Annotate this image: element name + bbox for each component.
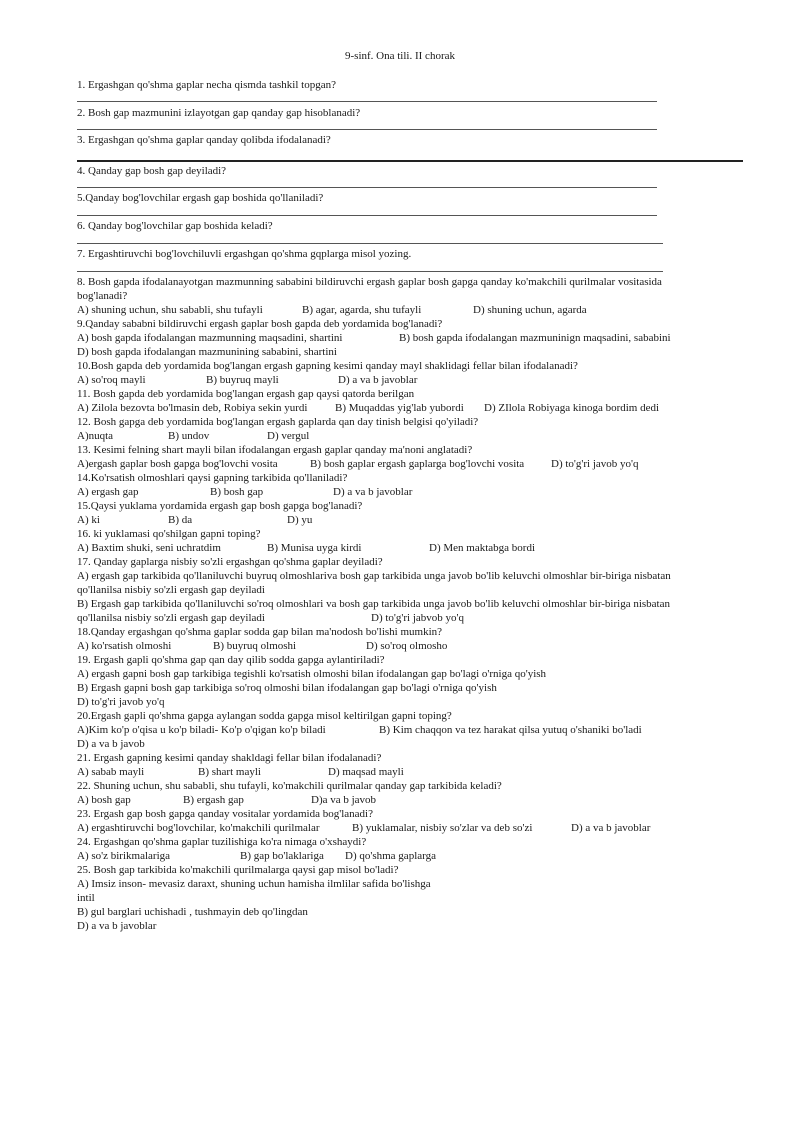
option-a-cont: intil bbox=[77, 892, 95, 904]
option-a: A) bosh gap bbox=[77, 794, 131, 806]
option-d: D) so'roq olmosho bbox=[366, 640, 448, 652]
option-d: D) Men maktabga bordi bbox=[429, 542, 535, 554]
option-b: B) bosh gaplar ergash gaplarga bog'lovchi vosita bbox=[310, 458, 525, 470]
option-a: A) ki bbox=[77, 514, 100, 526]
question-18: 18.Qanday ergashgan qo'shma gaplar sodda gap bilan ma'nodosh bo'lishi mumkin? bbox=[77, 626, 443, 638]
option-a: A) Imsiz inson- mevasiz daraxt, shuning uchun hamisha ilmlilar safida bo'lishga bbox=[77, 878, 431, 890]
option-d: D) bosh gapda ifodalangan mazmunining sababini, shartini bbox=[77, 346, 337, 358]
option-b: B) Munisa uyga kirdi bbox=[267, 542, 362, 554]
option-a: A) Zilola bezovta bo'lmasin deb, Robiya sekin yurdi bbox=[77, 402, 308, 414]
option-d: D) ZIlola Robiyaga kinoga bordim dedi bbox=[484, 402, 660, 414]
question-13: 13. Kesimi felning shart mayli bilan ifodalangan ergash gaplar qanday ma'noni anglatadi? bbox=[77, 444, 473, 456]
question-19: 19. Ergash gapli qo'shma gap qan day qilib sodda gapga aylantiriladi? bbox=[77, 654, 385, 666]
option-b: B) buyruq mayli bbox=[206, 374, 279, 386]
question-14: 14.Ko'rsatish olmoshlari qaysi gapning tarkibida qo'llaniladi? bbox=[77, 472, 348, 484]
option-a-cont: qo'llanilsa nisbiy so'zli ergash gap deyiladi bbox=[77, 584, 265, 596]
question-4: 4. Qanday gap bosh gap deyiladi? bbox=[77, 165, 227, 177]
question-2: 2. Bosh gap mazmunini izlayotgan gap qanday gap hisoblanadi? bbox=[77, 107, 361, 119]
option-b: B) Kim chaqqon va tez harakat qilsa yutuq o'shaniki bo'ladi bbox=[379, 724, 642, 736]
question-25: 25. Bosh gap tarkibida ko'makchili qurilmalarga qaysi gap misol bo'ladi? bbox=[77, 864, 399, 876]
option-a: A)Kim ko'p o'qisa u ko'p biladi- Ko'p o'qigan ko'p biladi bbox=[77, 724, 326, 736]
option-a: A) bosh gapda ifodalangan mazmunning maqsadini, shartini bbox=[77, 332, 343, 344]
option-b: B) buyruq olmoshi bbox=[213, 640, 297, 652]
option-b: B) gul barglari uchishadi , tushmayin deb qo'lingdan bbox=[77, 906, 308, 918]
option-b: B) shart mayli bbox=[198, 766, 261, 778]
question-7: 7. Ergashtiruvchi bog'lovchiluvli ergashgan qo'shma gqplarga misol yozing. bbox=[77, 248, 412, 260]
option-d: D) yu bbox=[287, 514, 313, 526]
option-b: B) agar, agarda, shu tufayli bbox=[302, 304, 422, 316]
option-b: B) Ergash gapni bosh gap tarkibiga so'roq olmoshi bilan ifodalangan gap bo'lagi o'rniga qo'yish bbox=[77, 682, 497, 694]
option-b-cont: qo'llanilsa nisbiy so'zli ergash gap deyiladi bbox=[77, 612, 265, 624]
question-22: 22. Shuning uchun, shu sababli, shu tufayli, ko'makchili qurilmalar qanday gap tarkibida keladi? bbox=[77, 780, 502, 792]
option-a: A)ergash gaplar bosh gapga bog'lovchi vosita bbox=[77, 458, 278, 470]
answer-line-2 bbox=[77, 129, 657, 130]
question-21: 21. Ergash gapning kesimi qanday shakldagi fellar bilan ifodalanadi? bbox=[77, 752, 382, 764]
answer-line-7 bbox=[77, 271, 663, 272]
option-d: D) qo'shma gaplarga bbox=[345, 850, 436, 862]
option-d: D) shuning uchun, agarda bbox=[473, 304, 587, 316]
option-d: D) maqsad mayli bbox=[328, 766, 404, 778]
question-17: 17. Qanday gaplarga nisbiy so'zli ergashgan qo'shma gaplar deyiladi? bbox=[77, 556, 383, 568]
option-a: A) so'roq mayli bbox=[77, 374, 146, 386]
question-1: 1. Ergashgan qo'shma gaplar necha qismda tashkil topgan? bbox=[77, 79, 336, 91]
option-b: B) bosh gapda ifodalangan mazmuninign maqsadini, sababini bbox=[399, 332, 671, 344]
question-24: 24. Ergashgan qo'shma gaplar tuzilishiga ko'ra nimaga o'xshaydi? bbox=[77, 836, 367, 848]
option-a: A) ergash gap bbox=[77, 486, 139, 498]
section-divider bbox=[77, 160, 743, 162]
option-a: A) Baxtim shuki, seni uchratdim bbox=[77, 542, 221, 554]
option-d: D) to'g'ri javob yo'q bbox=[551, 458, 639, 470]
option-a: A) shuning uchun, shu sababli, shu tufayli bbox=[77, 304, 263, 316]
option-b: B) da bbox=[168, 514, 193, 526]
question-23: 23. Ergash gap bosh gapga qanday vositalar yordamida bog'lanadi? bbox=[77, 808, 373, 820]
question-20: 20.Ergash gapli qo'shma gapga aylangan sodda gapga misol keltirilgan gapni toping? bbox=[77, 710, 452, 722]
answer-line-4 bbox=[77, 187, 657, 188]
question-6: 6. Qanday bog'lovchilar gap boshida keladi? bbox=[77, 220, 273, 232]
option-a: A) ergashtiruvchi bog'lovchilar, ko'makchili qurilmalar bbox=[77, 822, 320, 834]
option-a: A) so'z birikmalariga bbox=[77, 850, 171, 862]
option-d: D) a va b javoblar bbox=[333, 486, 413, 498]
option-d: D) a va b javoblar bbox=[77, 920, 157, 932]
question-12: 12. Bosh gapga deb yordamida bog'langan ergash gaplarda qan day tinish belgisi qo'yiladi? bbox=[77, 416, 479, 428]
option-a: A) ko'rsatish olmoshi bbox=[77, 640, 172, 652]
question-9: 9.Qanday sababni bildiruvchi ergash gaplar bosh gapda deb yordamida bog'lanadi? bbox=[77, 318, 443, 330]
option-a: A) sabab mayli bbox=[77, 766, 145, 778]
option-b: B) yuklamalar, nisbiy so'zlar va deb so'zi bbox=[352, 822, 533, 834]
option-b: B) undov bbox=[168, 430, 210, 442]
option-d: D) a va b javob bbox=[77, 738, 145, 750]
option-a: A) ergash gap tarkibida qo'llaniluvchi buyruq olmoshlariva bosh gap tarkibida unga javob bo'lib keluvchi olmoshlar bir-biriga nisbatan bbox=[77, 570, 671, 582]
question-10: 10.Bosh gapda deb yordamida bog'langan ergash gapning kesimi qanday mayl shaklidagi fellar bilan ifodalanadi? bbox=[77, 360, 578, 372]
option-b: B) gap bo'laklariga bbox=[240, 850, 324, 862]
question-3: 3. Ergashgan qo'shma gaplar qanday qolibda ifodalanadi? bbox=[77, 134, 331, 146]
page-title: 9-sinf. Ona tili. II chorak bbox=[345, 50, 455, 62]
option-d: D) a va b javoblar bbox=[338, 374, 418, 386]
option-b: B) Muqaddas yig'lab yubordi bbox=[335, 402, 464, 414]
question-8: 8. Bosh gapda ifodalanayotgan mazmunning sababini bildiruvchi ergash gaplar bosh gapga qanday ko'makchili qurilmalar vositasida bbox=[77, 276, 662, 288]
option-b: B) bosh gap bbox=[210, 486, 264, 498]
option-d: D) vergul bbox=[267, 430, 310, 442]
question-11: 11. Bosh gapda deb yordamida bog'langan ergash gap qaysi qatorda berilgan bbox=[77, 388, 415, 400]
answer-line-1 bbox=[77, 101, 657, 102]
answer-line-6 bbox=[77, 243, 663, 244]
option-a: A) ergash gapni bosh gap tarkibiga tegishli ko'rsatish olmoshi bilan ifodalangan gap bo'lagi o'rniga qo'yish bbox=[77, 668, 547, 680]
question-5: 5.Qanday bog'lovchilar ergash gap boshida qo'llaniladi? bbox=[77, 192, 324, 204]
question-16: 16. ki yuklamasi qo'shilgan gapni toping? bbox=[77, 528, 261, 540]
option-b: B) ergash gap bbox=[183, 794, 244, 806]
option-a: A)nuqta bbox=[77, 430, 114, 442]
option-d: D) to'g'ri javob yo'q bbox=[77, 696, 165, 708]
option-d: D) a va b javoblar bbox=[571, 822, 651, 834]
option-d: D) to'g'ri jabvob yo'q bbox=[371, 612, 465, 624]
question-8-cont: bog'lanadi? bbox=[77, 290, 128, 302]
option-d: D)a va b javob bbox=[311, 794, 377, 806]
question-15: 15.Qaysi yuklama yordamida ergash gap bosh gapga bog'lanadi? bbox=[77, 500, 363, 512]
option-b: B) Ergash gap tarkibida qo'llaniluvchi so'roq olmoshlari va bosh gap tarkibida unga javob bo'lib keluvchi olmoshlar bir-biriga nisbatan bbox=[77, 598, 670, 610]
answer-line-5 bbox=[77, 215, 657, 216]
